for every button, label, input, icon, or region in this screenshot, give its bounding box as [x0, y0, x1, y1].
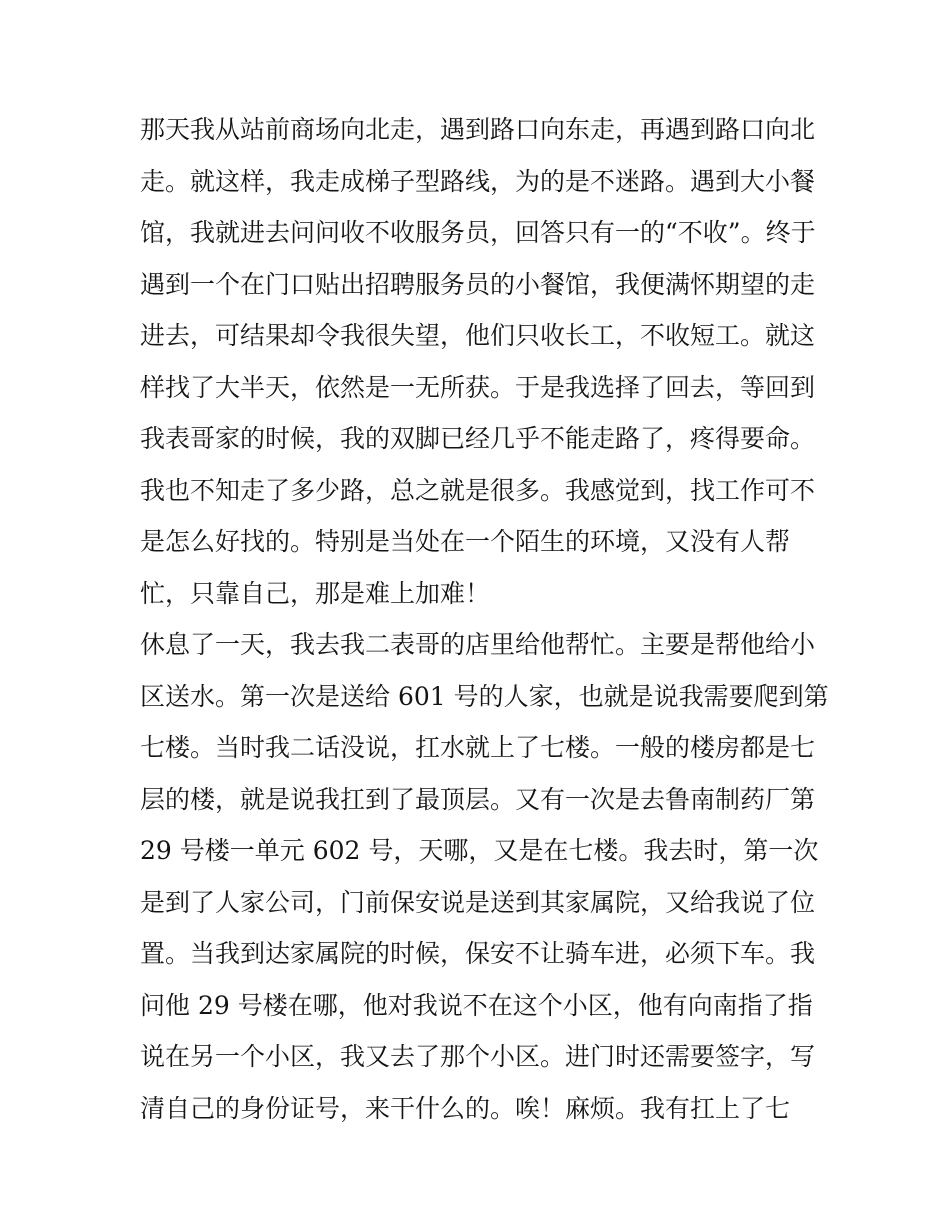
text-line: 置。当我到达家属院的时候，保安不让骑车进，必须下车。我	[140, 939, 816, 968]
text-line: 休息了一天，我去我二表哥的店里给他帮忙。主要是帮他给小	[140, 630, 816, 659]
text-line: 进去，可结果却令我很失望，他们只收长工，不收短工。就这	[140, 321, 816, 350]
text-line: 我表哥家的时候，我的双脚已经几乎不能走路了，疼得要命。	[140, 424, 816, 453]
text-line: 区送水。第一次是送给 601 号的人家，也就是说我需要爬到第	[140, 681, 829, 711]
text-line: 忙，只靠自己，那是难上加难！	[140, 578, 491, 608]
text-line: 样找了大半天，依然是一无所获。于是我选择了回去，等回到	[140, 372, 816, 402]
text-line: 说在另一个小区，我又去了那个小区。进门时还需要签字，写	[140, 1042, 816, 1071]
text-line: 是到了人家公司，门前保安说是送到其家属院，又给我说了位	[140, 887, 816, 917]
text-line: 清自己的身份证号，来干什么的。唉！麻烦。我有扛上了七	[140, 1093, 791, 1123]
text-line: 问他 29 号楼在哪，他对我说不在这个小区，他有向南指了指	[140, 990, 813, 1020]
text-line: 那天我从站前商场向北走，遇到路口向东走，再遇到路口向北	[140, 115, 816, 144]
text-line: 29 号楼一单元 602 号，天哪，又是在七楼。我去时，第一次	[140, 836, 819, 865]
body-text	[140, 104, 829, 1134]
text-line: 遇到一个在门口贴出招聘服务员的小餐馆，我便满怀期望的走	[140, 269, 816, 299]
text-line: 七楼。当时我二话没说，扛水就上了七楼。一般的楼房都是七	[140, 733, 816, 762]
text-line: 我也不知走了多少路，总之就是很多。我感觉到，找工作可不	[140, 475, 816, 505]
text-line: 走。就这样，我走成梯子型路线，为的是不迷路。遇到大小餐	[140, 166, 816, 196]
text-line: 馆，我就进去问问收不收服务员，回答只有一的“不收”。终于	[140, 218, 816, 247]
text-line: 层的楼，就是说我扛到了最顶层。又有一次是去鲁南制药厂第	[140, 784, 816, 814]
text-line: 是怎么好找的。特别是当处在一个陌生的环境，又没有人帮	[140, 527, 791, 556]
